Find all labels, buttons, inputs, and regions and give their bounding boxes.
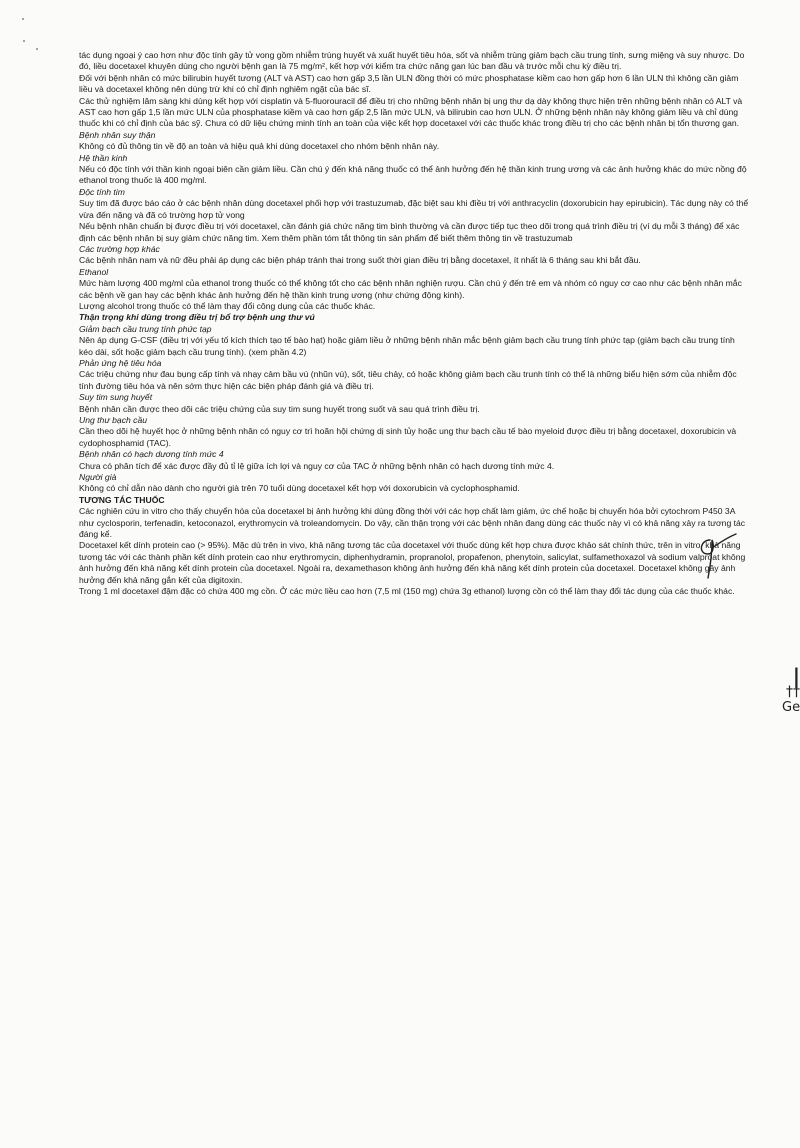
section-heading: Phản ứng hệ tiêu hóa xyxy=(79,357,162,368)
body-paragraph: tác dụng ngoại ý cao hơn như độc tính gây tử vong gồm nhiễm trùng huyết và xuất huyết tiêu hóa, sốt và nhiễm trùng giảm bạch cầu trung tính, sưng miệng và suy nhược. Do đó, liều docetaxel khuyên dùng cho người bệnh gan là 75 mg/m², kết hợp với kiểm tra chức năng gan lúc ban đầu và trước mỗi chu kỳ điều trị. xyxy=(79,50,745,72)
section-heading: Suy tim sung huyết xyxy=(79,392,153,403)
signature-mark xyxy=(696,532,740,582)
section-heading: Các trường hợp khác xyxy=(79,243,160,254)
body-paragraph: Bệnh nhân cần được theo dõi các triệu chứng của suy tim sung huyết trong suốt và sau quá trình điều trị. xyxy=(79,403,480,414)
page-edge-fragment: | †† Ge xyxy=(782,664,800,715)
section-heading: Giảm bạch cầu trung tính phức tạp xyxy=(79,323,212,334)
section-heading: Hệ thần kinh xyxy=(79,152,128,163)
edge-fragment-text: Ge xyxy=(782,700,800,715)
section-heading: Bệnh nhân có hạch dương tính mức 4 xyxy=(79,449,224,460)
body-paragraph: Các thử nghiệm lâm sàng khi dùng kết hợp với cisplatin và 5-fluorouracil để điều trị cho những bệnh nhân bị ung thư dạ dày không thực hiện trên những bệnh nhân có ALT và AST cao hơn gấp 1,5 lần mức ULN của phosphatase kiềm và cao hơn gấp 2,5 lần mức ULN, và bilirubin cao hơn ULN. Ở những bệnh nhân này không giảm liều và chỉ dùng thuốc khi có chỉ định của bác sỹ. Chưa có dữ liệu chứng minh tính an toàn của việc kết hợp docetaxel với các thuốc khác trong điều trị cho các bệnh nhân bị tổn thương gan. xyxy=(79,95,743,129)
body-paragraph: Không có chỉ dẫn nào dành cho người già trên 70 tuổi dùng docetaxel kết hợp với doxorubicin và cyclophosphamid. xyxy=(79,483,520,494)
body-paragraph: Nếu có độc tính với thần kinh ngoại biên cần giảm liều. Cần chú ý đến khả năng thuốc có thể ảnh hưởng đến hệ thần kinh trung ương và các ảnh hưởng khác do mức nồng độ ethanol trong thuốc là 400 mg/ml. xyxy=(79,164,747,186)
body-paragraph: Các nghiên cứu in vitro cho thấy chuyển hóa của docetaxel bị ảnh hưởng khi dùng đồng thời với các hợp chất làm giảm, ức chế hoặc bị chuyển hóa bởi cytochrom P450 3A như cyclosporin, terfenadin, ketoconazol, erythromycin và troleandomycin. Do vậy, cần thận trọng với các bệnh nhân đang dùng các thuốc này vì có khả năng xảy ra tương tác đáng kể. xyxy=(79,506,746,540)
scan-speck xyxy=(23,40,25,42)
body-paragraph: Nếu bệnh nhân chuẩn bị được điều trị với docetaxel, cần đánh giá chức năng tim bình thường và cần được tiếp tục theo dõi trong quá trình điều trị (ví dụ mỗi 3 tháng) để xác định các bệnh nhân bị suy giảm chức năng tim. Xem thêm phần tóm tắt thông tin sản phẩm để biết thêm thông tin về trastuzumab xyxy=(79,221,740,243)
body-paragraph: Mức hàm lượng 400 mg/ml của ethanol trong thuốc có thể không tốt cho các bệnh nhân nghiện rượu. Cần chú ý đến trẻ em và nhóm có nguy cơ cao như các bệnh nhân mắc các bệnh về gan hay các bệnh khác ảnh hưởng đến hệ thần kinh trung ương (như chứng động kinh). xyxy=(79,278,742,300)
body-paragraph: Trong 1 ml docetaxel đậm đặc có chứa 400 mg cồn. Ở các mức liều cao hơn (7,5 ml (150 mg) chứa 3g ethanol) lượng cồn có thể làm thay đổi tác dụng của các thuốc khác. xyxy=(79,586,735,597)
body-paragraph: Cần theo dõi hệ huyết học ở những bệnh nhân có nguy cơ trì hoãn hội chứng dị sinh tủy hoặc ung thư bạch cầu tế bào myeloid được điều trị bằng docetaxel, doxorubicin và cydophosphamid (TAC). xyxy=(79,426,737,448)
document-body xyxy=(79,50,750,598)
section-heading: Bệnh nhân suy thận xyxy=(79,129,156,140)
body-paragraph: Đối với bệnh nhân có mức bilirubin huyết tương (ALT và AST) cao hơn gấp 3,5 lần ULN đồng thời có mức phosphatase kiềm cao hơn gấp hơn 6 lần ULN thì không cần giảm liều và docetaxel không nên dùng trừ khi có chỉ định nghiêm ngặt của bác sĩ. xyxy=(79,72,739,95)
section-heading: Độc tính tim xyxy=(79,186,125,197)
body-paragraph: Các bệnh nhân nam và nữ đều phải áp dụng các biện pháp tránh thai trong suốt thời gian điều trị bằng docetaxel, ít nhất là 6 tháng sau khi bắt đầu. xyxy=(79,255,641,266)
body-paragraph: Chưa có phân tích để xác được đầy đủ tỉ lệ giữa ích lợi và nguy cơ của TAC ở những bệnh nhân có hạch dương tính mức 4. xyxy=(79,460,555,471)
body-paragraph: Lượng alcohol trong thuốc có thể làm thay đổi công dụng của các thuốc khác. xyxy=(79,300,376,311)
scan-speck xyxy=(22,18,24,20)
body-paragraph: Suy tim đã được báo cáo ở các bệnh nhân dùng docetaxel phối hợp với trastuzumab, đặc biệt sau khi điều trị với anthracyclin (doxorubicin hay epirubicin). Tác dụng này có thể vừa đến nặng và đã có trường hợp tử vong xyxy=(79,198,749,220)
body-paragraph: Nên áp dụng G-CSF (điều trị với yếu tố kích thích tạo tế bào hạt) hoặc giảm liều ở những bệnh nhân mắc bệnh giảm bạch cầu trung tính phức tạp (giảm bạch cầu trung tính kéo dài, sốt hoặc giảm bạch cầu trung tính). (xem phần 4.2) xyxy=(79,335,735,357)
section-title: TƯƠNG TÁC THUỐC xyxy=(79,494,165,505)
section-heading: Ung thư bạch cầu xyxy=(79,415,148,425)
body-paragraph: Docetaxel kết dính protein cao (> 95%). Mặc dù trên in vivo, khả năng tương tác của docetaxel với thuốc dùng kết hợp chưa được khảo sát chính thức, trên in vitro, khả năng tương tác với các thành phần kết dính protein cao như erythromycin, diphenhydramin, propranolol, propafenon, phenytoin, salicylat, sulfamethoxazol và sodium valproat không ảnh hưởng đến khả năng kết dính protein của docetaxel. Ngoài ra, dexamethason không ảnh hưởng đến khả năng kết dính protein của docetaxel. Docetaxel không gây ảnh hưởng đến khả năng gắn kết của digitoxin. xyxy=(79,540,746,585)
section-heading: Người già xyxy=(79,472,117,483)
scan-speck xyxy=(36,48,38,50)
body-paragraph: Các triệu chứng như đau bụng cấp tính và nhạy cảm bầu vú (nhũn vú), sốt, tiêu chảy, có hoặc không giảm bạch cầu trunh tính có thể là những biểu hiện sớm của nhiễm độc tính đường tiêu hóa và nên sớm thực hiện các biện pháp đánh giá và điều trị. xyxy=(79,369,737,391)
subsection-title: Thận trọng khi dùng trong điều trị bổ trợ bệnh ung thư vú xyxy=(79,312,315,323)
section-heading: Ethanol xyxy=(79,266,109,277)
body-paragraph: Không có đủ thông tin về độ an toàn và hiệu quả khi dùng docetaxel cho nhóm bệnh nhân này. xyxy=(79,141,440,152)
